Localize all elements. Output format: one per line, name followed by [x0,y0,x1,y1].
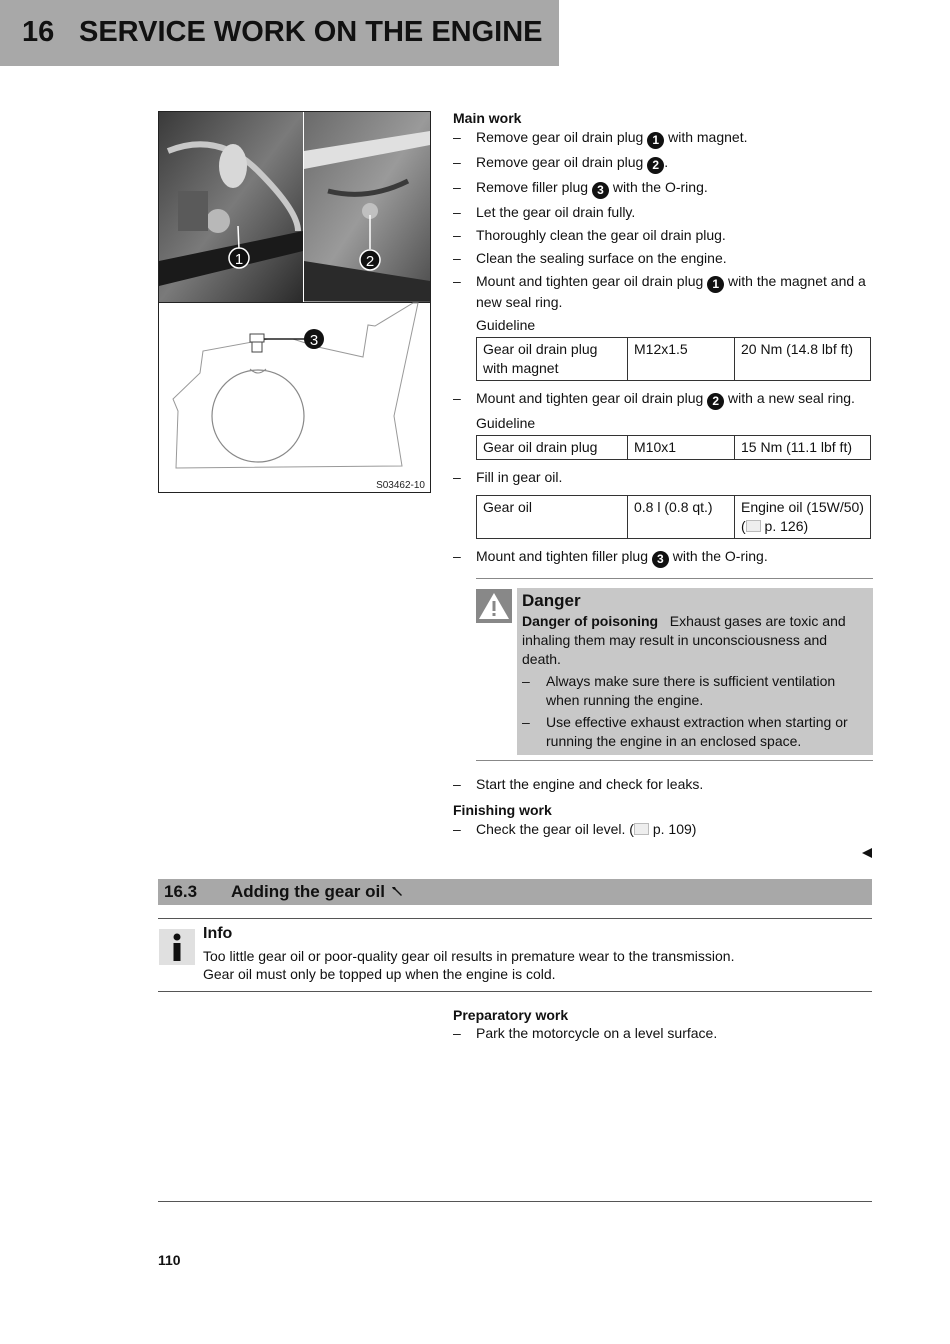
badge-3: 3 [592,182,609,199]
marker-2: 2 [365,253,375,270]
chapter-title: SERVICE WORK ON THE ENGINE [79,16,543,48]
step-clean-plug [453,226,873,245]
warning-triangle-icon [476,589,512,623]
page-reference-link[interactable]: p. 109) [648,821,697,837]
step-start-engine [453,775,873,794]
figure-illustration [158,111,431,493]
step-text: with magnet. [664,129,748,145]
badge-3: 3 [652,551,669,568]
badge-2: 2 [707,393,724,410]
table-row [477,338,871,381]
danger-item-text: Always make sure there is sufficient ventilation when running the engine. [546,673,836,708]
table-row [477,436,871,460]
step-mount-plug-1 [453,272,873,312]
list-dash: – [522,714,530,730]
info-line: Too little gear oil or poor-quality gear oil results in premature wear to the transmission. [203,948,735,964]
list-dash: – [453,548,461,564]
finishing-work-heading: Finishing work [453,802,552,818]
step-text: Start the engine and check for leaks. [476,776,704,792]
badge-1: 1 [647,132,664,149]
step-remove-filler-plug [453,178,873,199]
figure-code: S03462-10 [376,480,425,491]
step-text: Check the gear oil level. ( [476,821,634,837]
badge-2: 2 [647,157,664,174]
step-drain [453,203,873,222]
wrench-icon [390,884,404,898]
step-remove-drain-plug-2 [453,153,873,174]
spec-table-plug-1 [476,337,871,381]
list-dash: – [453,273,461,289]
step-park-motorcycle [453,1024,873,1042]
table-cell: M12x1.5 [628,338,735,381]
book-reference-icon [746,520,761,532]
danger-description [522,612,867,669]
danger-box [517,588,873,755]
table-row [477,496,871,539]
danger-title: Danger [522,591,581,610]
info-icon [159,929,195,965]
list-dash: – [453,227,461,243]
info-line: Gear oil must only be topped up when the engine is cold. [203,966,556,982]
step-mount-plug-2 [453,389,873,410]
list-dash: – [453,390,461,406]
danger-item [522,713,867,751]
step-text: Thoroughly clean the gear oil drain plug. [476,227,726,243]
step-check-oil-level [453,820,873,839]
step-text: Remove gear oil drain plug [476,129,648,145]
table-cell: Gear oil [477,496,628,539]
list-dash: – [453,179,461,195]
step-text: with the O-ring. [608,179,708,195]
end-of-procedure-icon [862,848,872,858]
step-text: with a new seal ring. [724,390,855,406]
section-title-text: Adding the gear oil [231,882,385,901]
step-text: Fill in gear oil. [476,469,563,485]
table-cell: Gear oil drain plug [477,436,628,460]
section-number: 16.3 [164,882,198,901]
section-title [231,882,404,902]
step-fill-oil [453,468,873,487]
spec-table-plug-2 [476,435,871,460]
page-reference-link[interactable]: p. 126) [760,518,809,534]
preparatory-work-heading: Preparatory work [453,1007,569,1023]
section-header [158,879,872,905]
table-cell: 20 Nm (14.8 lbf ft) [735,338,871,381]
list-dash: – [453,1025,461,1041]
marker-3: 3 [309,332,319,349]
step-mount-filler [453,547,873,568]
list-dash: – [453,204,461,220]
engine-figure [158,111,431,493]
list-dash: – [522,673,530,689]
preparatory-work [453,1006,873,1046]
danger-lead: Danger of poisoning [522,613,659,629]
danger-text: Exhaust gases are toxic and inhaling them may result in unconsciousness and death. [522,613,846,667]
list-dash: – [453,821,461,837]
danger-item-text: Use effective exhaust extraction when starting or running the engine in an enclosed space. [546,714,848,749]
step-text: with the magnet and a new seal ring. [476,273,866,310]
info-notice [158,918,872,992]
marker-1: 1 [234,251,244,268]
table-cell: M10x1 [628,436,735,460]
main-work-column [453,109,873,843]
guideline-label: Guideline [476,317,536,333]
danger-notice [476,578,873,761]
guideline-label: Guideline [476,415,536,431]
step-clean-surface [453,249,873,268]
step-text: Clean the sealing surface on the engine. [476,250,727,266]
page-number: 110 [158,1252,181,1268]
footer-divider [158,1201,872,1202]
step-text: . [664,154,669,170]
list-dash: – [453,250,461,266]
badge-1: 1 [707,276,724,293]
table-cell: Engine oil (15W/50) ( p. 126) [735,496,871,539]
main-work-heading: Main work [453,110,522,126]
step-text: Remove gear oil drain plug [476,154,648,170]
step-text: Let the gear oil drain fully. [476,204,636,220]
step-text: Mount and tighten gear oil drain plug [476,390,708,406]
step-text: Mount and tighten filler plug [476,548,652,564]
chapter-header [0,0,559,66]
chapter-number: 16 [22,16,55,48]
table-cell: 15 Nm (11.1 lbf ft) [735,436,871,460]
step-text: Park the motorcycle on a level surface. [476,1025,718,1041]
danger-item [522,672,867,710]
step-text: Mount and tighten gear oil drain plug [476,273,708,289]
table-cell: Gear oil drain plug with magnet [477,338,628,381]
list-dash: – [453,154,461,170]
info-title: Info [203,925,233,942]
step-text: Remove filler plug [476,179,592,195]
book-reference-icon [634,823,649,835]
step-remove-drain-plug-1 [453,128,873,149]
list-dash: – [453,469,461,485]
oil-spec: Engine oil (15W/50) [741,499,864,515]
info-text [203,947,863,983]
table-cell: 0.8 l (0.8 qt.) [628,496,735,539]
spec-table-gear-oil [476,495,871,539]
step-text: with the O-ring. [668,548,768,564]
list-dash: – [453,776,461,792]
list-dash: – [453,129,461,145]
